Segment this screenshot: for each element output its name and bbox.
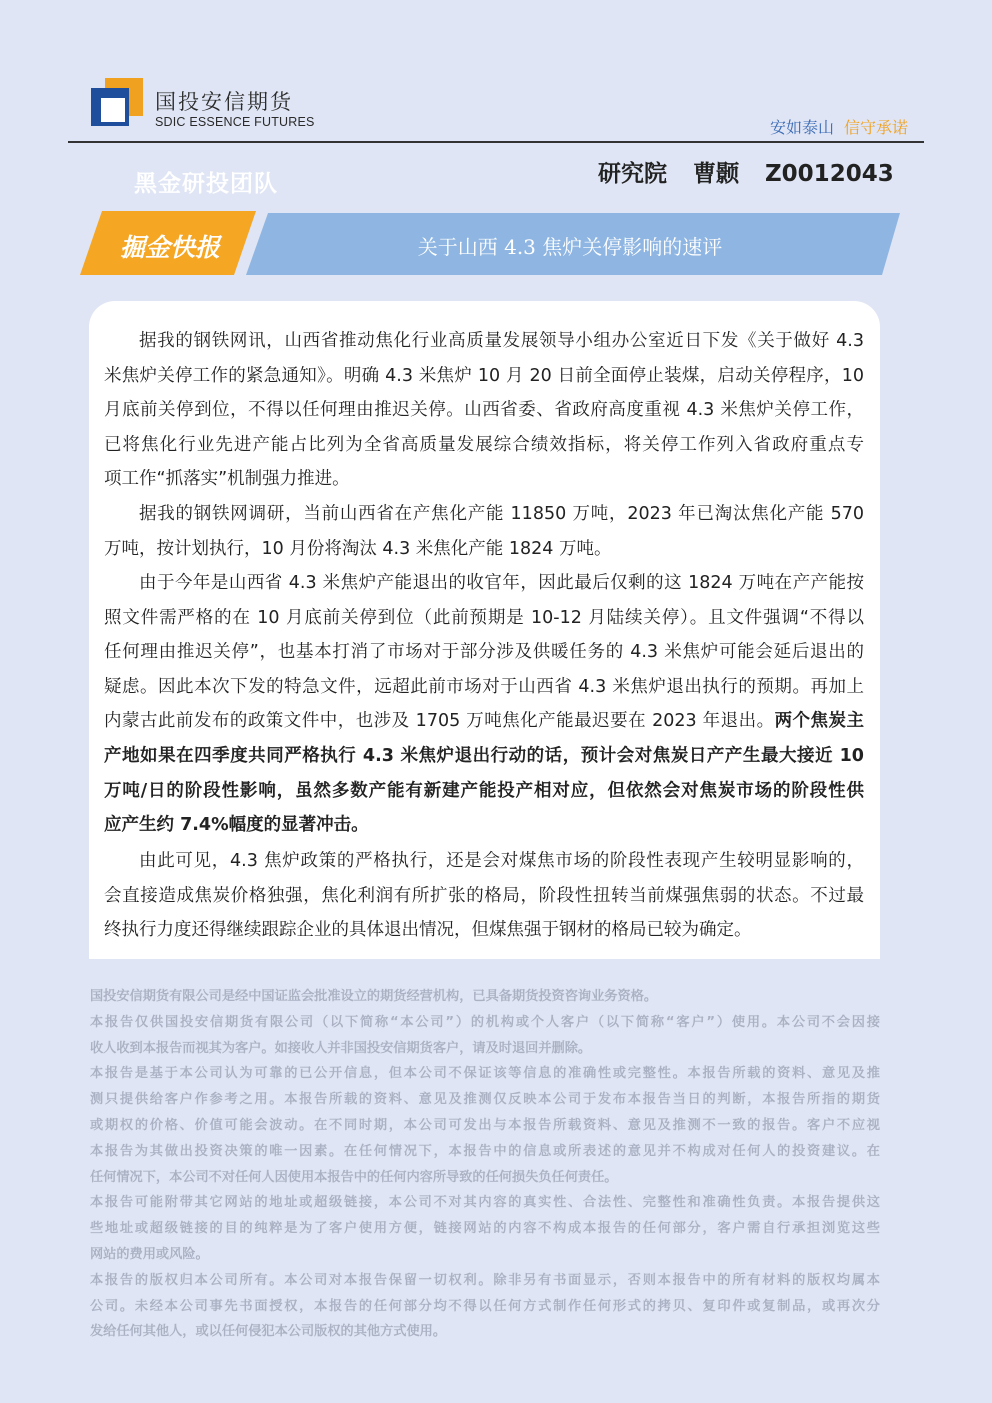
disclaimer-line: 本报告仅供国投安信期货有限公司（以下简称“本公司”）的机构或个人客户（以下简称“客户”）使用。本公司不会因接 <box>90 1014 880 1030</box>
paragraph-4 <box>104 844 864 948</box>
license-number: Z0012043 <box>765 161 894 187</box>
paragraph-1 <box>104 324 864 497</box>
disclaimer-line: 本报告可能附带其它网站的地址或超级链接，本公司不对其内容的真实性、合法性、完整性和准确性负责。本报告提供这 <box>90 1195 880 1211</box>
paragraph-2 <box>104 497 864 566</box>
sdic-logo-icon <box>91 78 147 130</box>
disclaimer-line: 或期权的价格、价值可能会波动。在不同时期，本公司可发出与本报告所载资料、意见及推测不一致的报告。客户不应视 <box>90 1117 880 1133</box>
author-name: 曹颢 <box>693 161 739 187</box>
disclaimer-line: 任何情况下，本公司不对任何人因使用本报告中的任何内容所导致的任何损失负任何责任。 <box>90 1169 618 1185</box>
slogan-part-1: 安如泰山 <box>769 118 834 137</box>
text-line: 终执行力度还得继续跟踪企业的具体退出情况，但煤焦强于钢材的格局已较为确定。 <box>104 920 752 941</box>
disclaimer-line: 本报告是基于本公司认为可靠的已公开信息，但本公司不保证该等信息的准确性或完整性。本报告所载的资料、意见及推 <box>90 1066 880 1082</box>
text-line: 月底前关停到位，不得以任何理由推迟关停。山西省委、省政府高度重视 4.3 米焦炉关停工作， <box>104 400 864 421</box>
disclaimer-line: 发给任何其他人，或以任何侵犯本公司版权的其他方式使用。 <box>90 1324 447 1340</box>
text-line: 疑虑。因此本次下发的特急文件，远超此前市场对于山西省 4.3 米焦炉退出执行的预期。再加上 <box>104 676 864 697</box>
paragraph-3 <box>104 566 864 843</box>
disclaimer-line: 本报告为其做出投资决策的唯一因素。在任何情况下，本报告中的信息或所表述的意见并不构成对任何人的投资建议。在 <box>90 1143 880 1159</box>
text-segment: 内蒙古此前发布的政策文件中，也涉及 1705 万吨焦化产能最迟要在 2023 年退出。 <box>104 711 775 732</box>
text-line: 据我的钢铁网调研，当前山西省在产焦化产能 11850 万吨，2023 年已淘汰焦化产能 570 <box>139 504 864 524</box>
highlight-text: 应产生约 7.4%幅度的显著冲击。 <box>104 815 369 836</box>
department: 研究院 <box>598 161 667 187</box>
text-line: 米焦炉关停工作的紧急通知》。明确 4.3 米焦炉 10 月 20 日前全面停止装煤，启动关停程序，10 <box>104 365 864 386</box>
author-line <box>598 155 894 188</box>
company-name-cn: 国投安信期货 <box>155 90 293 114</box>
highlight-text: 万吨/日的阶段性影响，虽然多数产能有新建产能投产相对应，但依然会对焦炭市场的阶段性供 <box>104 780 864 801</box>
disclaimer <box>90 984 880 1345</box>
text-line: 万吨，按计划执行，10 月份将淘汰 4.3 米焦化产能 1824 万吨。 <box>104 538 612 559</box>
text-line: 项工作“抓落实”机制强力推进。 <box>104 469 350 490</box>
text-line: 照文件需严格的在 10 月底前关停到位（此前预期是 10-12 月陆续关停）。且文件强调“不得以 <box>104 607 864 628</box>
text-line: 由此可见，4.3 焦炉政策的严格执行，还是会对煤焦市场的阶段性表现产生较明显影响的， <box>139 851 864 871</box>
disclaimer-line: 收人收到本报告而视其为客户。如接收人并非国投安信期货客户，请及时退回并删除。 <box>90 1040 592 1056</box>
disclaimer-line: 公司。未经本公司事先书面授权，本报告的任何部分均不得以任何方式制作任何形式的拷贝、复印件或复制品，或再次分 <box>90 1298 880 1314</box>
text-line: 会直接造成焦炭价格独强，焦化利润有所扩张的格局，阶段性扭转当前煤强焦弱的状态。不过最 <box>104 885 864 906</box>
disclaimer-line: 些地址或超级链接的目的纯粹是为了客户使用方便，链接网站的内容不构成本报告的任何部分，客户需自行承担浏览这些 <box>90 1221 880 1237</box>
text-line <box>104 739 864 774</box>
banner-tag: 掘金快报 <box>119 233 220 262</box>
team-name: 黑金研投团队 <box>134 171 278 197</box>
header-divider <box>68 141 924 143</box>
slogan-part-2: 信守承诺 <box>843 118 908 137</box>
text-line <box>104 774 864 809</box>
highlight-text: 产地如果在四季度共同严格执行 4.3 米焦炉退出行动的话，预计会对焦炭日产产生最大接近 10 <box>104 745 864 766</box>
report-title: 关于山西 4.3 焦炉关停影响的速评 <box>417 235 723 259</box>
company-name-en: SDIC ESSENCE FUTURES <box>155 115 315 129</box>
disclaimer-line: 测只提供给客户作参考之用。本报告所载的资料、意见及推测仅反映本公司于发布本报告当日的判断，本报告所指的期货 <box>90 1092 880 1108</box>
text-line: 由于今年是山西省 4.3 米焦炉产能退出的收官年，因此最后仅剩的这 1824 万吨在产产能按 <box>139 573 864 593</box>
text-line <box>104 704 864 739</box>
disclaimer-line: 国投安信期货有限公司是经中国证监会批准设立的期货经营机构，已具备期货投资咨询业务资格。 <box>90 989 658 1004</box>
disclaimer-line: 本报告的版权归本公司所有。本公司对本报告保留一切权利。除非另有书面显示，否则本报告中的所有材料的版权均属本 <box>90 1272 880 1288</box>
text-line: 已将焦化行业先进产能占比列为全省高质量发展综合绩效指标，将关停工作列入省政府重点专 <box>104 434 864 455</box>
text-line: 据我的钢铁网讯，山西省推动焦化行业高质量发展领导小组办公室近日下发《关于做好 4.3 <box>139 331 865 351</box>
slogan <box>770 115 908 138</box>
text-line <box>104 808 864 843</box>
text-line: 任何理由推迟关停”，也基本打消了市场对于部分涉及供暖任务的 4.3 米焦炉可能会延后退出的 <box>104 642 864 663</box>
disclaimer-line: 网站的费用或风险。 <box>90 1246 209 1262</box>
highlight-text: 两个焦炭主 <box>774 711 864 732</box>
